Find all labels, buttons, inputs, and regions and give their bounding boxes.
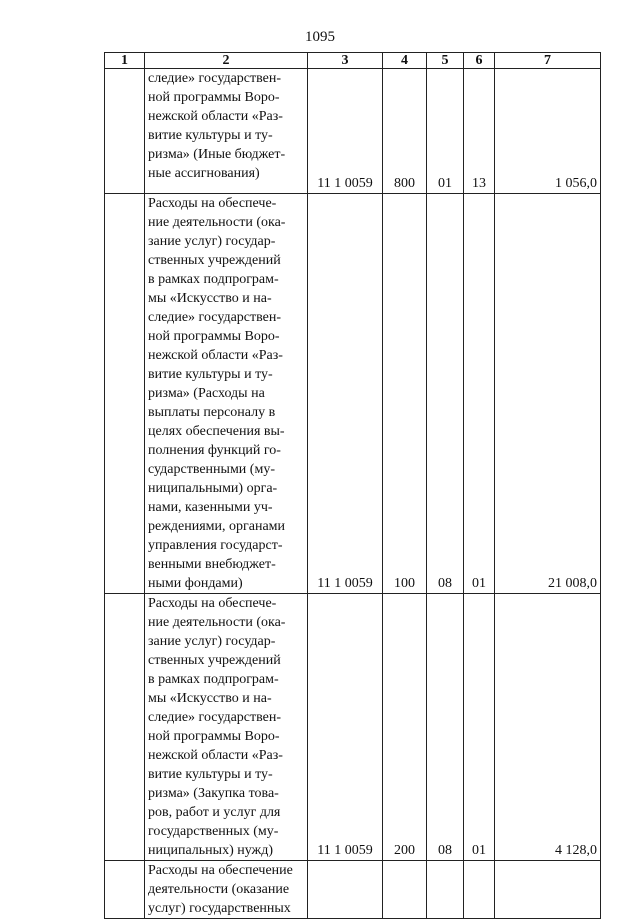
header-cell-3: 3 [308, 53, 383, 69]
row-number-cell [105, 594, 145, 861]
subsection-cell: 01 [464, 594, 495, 861]
table-row [105, 194, 601, 594]
header-cell-5: 5 [427, 53, 464, 69]
amount-cell: 4 128,0 [495, 594, 601, 861]
header-cell-1: 1 [105, 53, 145, 69]
type-cell: 800 [383, 69, 427, 194]
code-cell: 11 1 0059 [308, 194, 383, 594]
code-cell: 11 1 0059 [308, 594, 383, 861]
section-cell: 08 [427, 594, 464, 861]
page-number: 1095 [305, 29, 335, 45]
code-cell: 11 1 0059 [308, 69, 383, 194]
description-cell: Расходы на обеспечение деятельности (оказание услуг) государственных [145, 861, 308, 919]
description-cell: следие» государствен- ной программы Воро- нежской области «Раз- витие культуры и ту- ризма» (Иные бюджет- ные ассигнования) [145, 69, 308, 194]
header-cell-7: 7 [495, 53, 601, 69]
subsection-cell [464, 861, 495, 919]
description-cell: Расходы на обеспече- ние деятельности (ока- зание услуг) государ- ственных учреждений в рамках подпрограм- мы «Искусство и на- следие» государствен- ной программы Воро- нежской области «Раз- витие культуры и ту- ризма» (Закупка това- ров, работ и услуг для государственных (му- ниципальных) нужд) [145, 594, 308, 861]
amount-cell [495, 861, 601, 919]
row-number-cell [105, 194, 145, 594]
subsection-cell: 01 [464, 194, 495, 594]
amount-cell: 21 008,0 [495, 194, 601, 594]
header-cell-6: 6 [464, 53, 495, 69]
table-row [105, 594, 601, 861]
type-cell [383, 861, 427, 919]
row-number-cell [105, 861, 145, 919]
section-cell: 08 [427, 194, 464, 594]
table-row [105, 69, 601, 194]
header-cell-4: 4 [383, 53, 427, 69]
header-row [105, 53, 601, 69]
budget-table [104, 52, 601, 919]
type-cell: 100 [383, 194, 427, 594]
section-cell: 01 [427, 69, 464, 194]
subsection-cell: 13 [464, 69, 495, 194]
table-row [105, 861, 601, 919]
type-cell: 200 [383, 594, 427, 861]
section-cell [427, 861, 464, 919]
amount-cell: 1 056,0 [495, 69, 601, 194]
description-cell: Расходы на обеспече- ние деятельности (ока- зание услуг) государ- ственных учреждений в рамках подпрограм- мы «Искусство и на- следие» государствен- ной программы Воро- нежской области «Раз- витие культуры и ту- ризма» (Расходы на выплаты персоналу в целях обеспечения вы- полнения функций го- сударственными (му- ниципальными) орга- нами, казенными уч- реждениями, органами управления государст- венными внебюджет- ными фондами) [145, 194, 308, 594]
header-cell-2: 2 [145, 53, 308, 69]
row-number-cell [105, 69, 145, 194]
code-cell [308, 861, 383, 919]
